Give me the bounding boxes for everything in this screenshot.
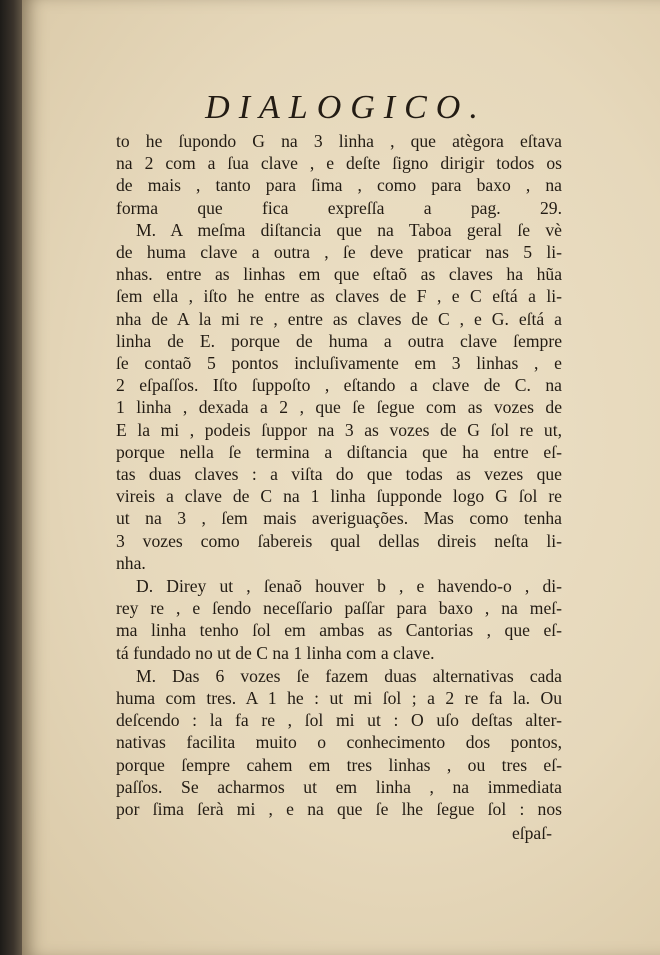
text-line: de huma clave a outra , ſe deve praticar nas 5 li-: [116, 242, 562, 263]
text-line: deſcendo : la fa re , ſol mi ut : O uſo deſtas alter-: [116, 710, 562, 731]
text-line: nha de A la mi re , entre as claves de C , e G. eſtá a: [116, 308, 562, 329]
paragraph-2: [116, 219, 562, 574]
text-line: 2 eſpaſſos. Iſto ſuppoſto , eſtando a clave de C. na: [116, 375, 562, 396]
text-line: 3 vozes como ſabereis qual dellas direis neſta li-: [116, 530, 562, 551]
book-page: [22, 0, 660, 955]
text-line: na 2 com a ſua clave , e deſte ſigno dirigir todos os: [116, 153, 562, 174]
text-line: vireis a clave de C na 1 linha ſupponde logo G ſol re: [116, 486, 562, 507]
text-line: ut na 3 , ſem mais averiguações. Mas como tenha: [116, 508, 562, 529]
text-line: de mais , tanto para ſima , como para baxo , na: [116, 175, 562, 196]
text-line: tá fundado no ut de C na 1 linha com a clave.: [116, 642, 435, 663]
text-line: porque ſempre cahem em tres linhas , ou tres eſ-: [116, 754, 562, 775]
paragraph-1: [116, 130, 562, 219]
text-line: huma com tres. A 1 he : ut mi ſol ; a 2 re fa la. Ou: [116, 688, 562, 709]
text-line: E la mi , podeis ſuppor na 3 as vozes de G ſol re ut,: [116, 419, 562, 440]
text-line: nativas facilita muito o conhecimento dos pontos,: [116, 732, 562, 753]
text-line: ſem ella , iſto he entre as claves de F , e C eſtá a li-: [116, 286, 562, 307]
text-line: tas duas claves : a viſta do que todas as vezes que: [116, 464, 562, 485]
text-line: por ſima ſerà mi , e na que ſe lhe ſegue ſol : nos: [116, 799, 562, 820]
text-line: M. Das 6 vozes ſe fazem duas alternativas cada: [136, 665, 562, 686]
page-text-block: [116, 88, 562, 845]
text-line: rey re , e ſendo neceſſario paſſar para baxo , na meſ-: [116, 598, 562, 619]
running-head: DIALOGICO.: [205, 89, 487, 126]
text-line: paſſos. Se acharmos ut em linha , na immediata: [116, 776, 562, 797]
text-line: ſe contaõ 5 pontos incluſivamente em 3 linhas , e: [116, 353, 562, 374]
text-line: porque nella ſe termina a diſtancia que ha entre eſ-: [116, 441, 562, 462]
text-line: forma que fica expreſſa a pag. 29.: [116, 197, 562, 218]
text-line: ma linha tenho ſol em ambas as Cantorias , que eſ-: [116, 620, 562, 641]
paragraph-4: [116, 665, 562, 820]
text-line: nhas. entre as linhas em que eſtaõ as claves ha hũa: [116, 264, 562, 285]
text-line: M. A meſma diſtancia que na Taboa geral ſe vè: [136, 219, 562, 240]
text-line: nha.: [116, 552, 146, 573]
text-line: linha de E. porque de huma a outra clave ſempre: [116, 330, 562, 351]
text-line: D. Direy ut , ſenaõ houver b , e havendo-o , di-: [136, 576, 562, 597]
text-line: 1 linha , dexada a 2 , que ſe ſegue com as vozes de: [116, 397, 562, 418]
catchword: eſpaſ-: [511, 823, 552, 844]
paragraph-3: [116, 575, 562, 664]
text-line: to he ſupondo G na 3 linha , que atègora eſtava: [116, 131, 562, 151]
